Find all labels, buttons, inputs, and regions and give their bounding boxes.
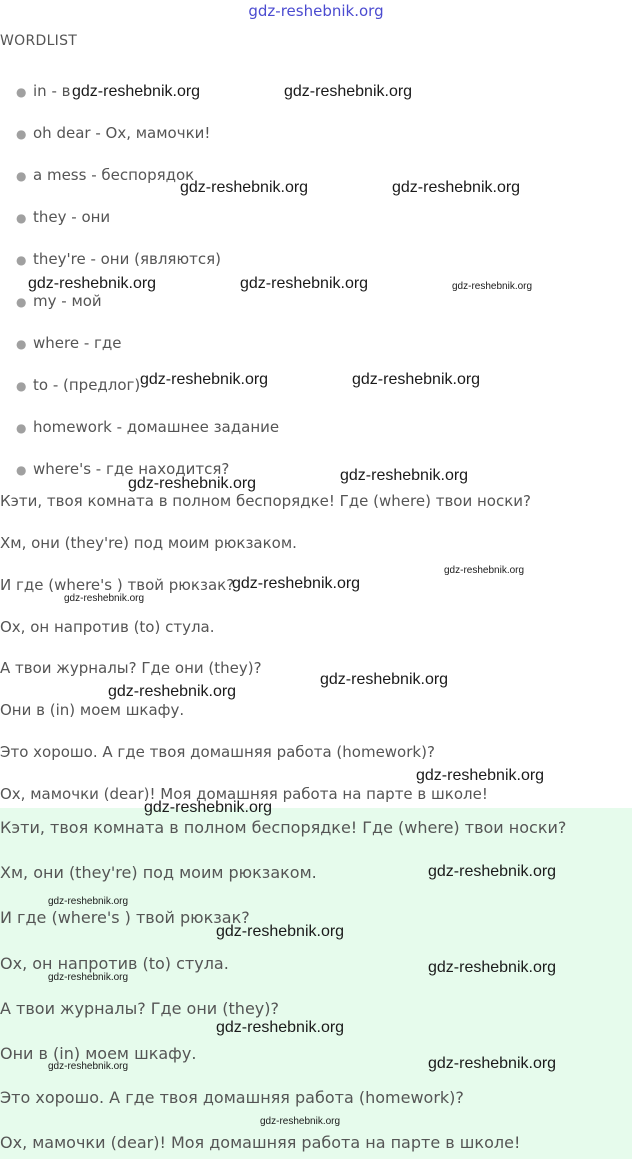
watermark: gdz-reshebnik.org [144,799,273,816]
wordlist-item-text: oh dear - Ох, мамочки! [33,124,211,142]
watermark: gdz-reshebnik.org [352,371,481,388]
answer-line: Ох, он напротив (to) стула. [0,954,229,973]
dialogue-line: Хм, они (they're) под моим рюкзаком. [0,534,297,552]
wordlist-item-text: in - в [33,82,71,100]
watermark: gdz-reshebnik.org [428,959,557,976]
wordlist-item-text: they - они [33,208,111,226]
answer-line: Ох, мамочки (dear)! Моя домашняя работа на парте в школе! [0,1133,521,1152]
watermark: gdz-reshebnik.org [48,896,129,907]
bullet-icon: ● [16,463,27,477]
site-watermark-link[interactable]: gdz-reshebnik.org [248,2,384,20]
dialogue-line: И где (where's ) твой рюкзак? [0,576,235,594]
wordlist-item [16,166,194,184]
wordlist-item [16,82,70,100]
watermark: gdz-reshebnik.org [28,275,157,292]
wordlist-item-text: they're - они (являются) [33,250,221,268]
watermark: gdz-reshebnik.org [180,179,309,196]
watermark: gdz-reshebnik.org [128,475,257,492]
wordlist-item-text: where's - где находится? [33,460,230,478]
answer-line: Это хорошо. А где твоя домашняя работа (homework)? [0,1088,464,1107]
watermark: gdz-reshebnik.org [320,671,449,688]
bullet-icon: ● [16,85,27,99]
wordlist-item [16,376,140,394]
bullet-icon: ● [16,337,27,351]
wordlist-item-text: my - мой [33,292,102,310]
wordlist-item [16,250,221,268]
bullet-icon: ● [16,169,27,183]
watermark: gdz-reshebnik.org [392,179,521,196]
watermark: gdz-reshebnik.org [64,593,145,604]
wordlist-item [16,292,102,310]
wordlist-item [16,208,110,226]
watermark: gdz-reshebnik.org [444,565,525,576]
dialogue-line: Они в (in) моем шкафу. [0,701,185,719]
bullet-icon: ● [16,421,27,435]
wordlist-item-text: where - где [33,334,122,352]
watermark: gdz-reshebnik.org [240,275,369,292]
watermark: gdz-reshebnik.org [72,83,201,100]
answer-line: Хм, они (they're) под моим рюкзаком. [0,863,317,882]
wordlist-item [16,334,122,352]
bullet-icon: ● [16,253,27,267]
watermark: gdz-reshebnik.org [452,281,533,292]
wordlist-item-text: homework - домашнее задание [33,418,280,436]
watermark: gdz-reshebnik.org [260,1116,341,1127]
wordlist-item-text: a mess - беспорядок [33,166,195,184]
answer-line: А твои журналы? Где они (they)? [0,999,279,1018]
bullet-icon: ● [16,127,27,141]
dialogue-line: Это хорошо. А где твоя домашняя работа (homework)? [0,743,435,761]
watermark: gdz-reshebnik.org [48,972,129,983]
watermark: gdz-reshebnik.org [232,575,361,592]
watermark: gdz-reshebnik.org [284,83,413,100]
wordlist-title: WORDLIST [0,33,78,49]
dialogue-line: Ох, мамочки (dear)! Моя домашняя работа на парте в школе! [0,785,488,803]
answer-line: Кэти, твоя комната в полном беспорядке! Где (where) твои носки? [0,818,567,837]
dialogue-line: Ох, он напротив (to) стула. [0,618,215,636]
bullet-icon: ● [16,211,27,225]
wordlist-item [16,418,279,436]
watermark: gdz-reshebnik.org [428,1055,557,1072]
answer-line: И где (where's ) твой рюкзак? [0,908,250,927]
watermark: gdz-reshebnik.org [340,467,469,484]
watermark: gdz-reshebnik.org [140,371,269,388]
watermark: gdz-reshebnik.org [216,923,345,940]
watermark: gdz-reshebnik.org [108,683,237,700]
dialogue-line: А твои журналы? Где они (they)? [0,659,262,677]
dialogue-line: Кэти, твоя комната в полном беспорядке! Где (where) твои носки? [0,492,531,510]
watermark: gdz-reshebnik.org [428,863,557,880]
watermark: gdz-reshebnik.org [216,1019,345,1036]
wordlist-item-text: to - (предлог) [33,376,141,394]
bullet-icon: ● [16,295,27,309]
watermark: gdz-reshebnik.org [48,1061,129,1072]
answer-line: Они в (in) моем шкафу. [0,1044,197,1063]
bullet-icon: ● [16,379,27,393]
wordlist-item [16,124,210,142]
watermark: gdz-reshebnik.org [416,767,545,784]
